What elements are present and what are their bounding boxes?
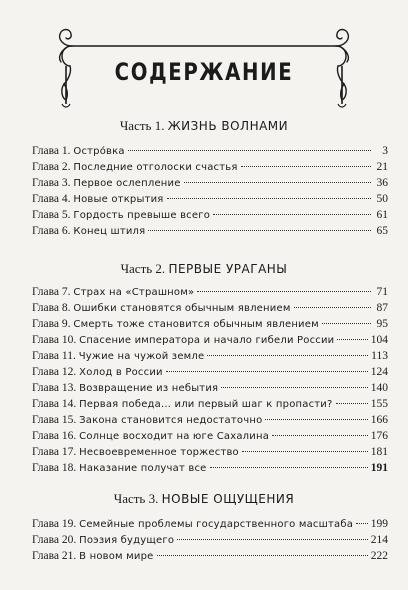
dot-leader [337, 339, 367, 340]
page-number: 50 [376, 193, 388, 205]
dot-leader [197, 291, 371, 292]
chapter-title: Наказание получат все [79, 463, 207, 474]
page-number: 36 [376, 177, 388, 189]
chapter-title: Холод в России [79, 367, 163, 378]
page-number: 124 [370, 366, 388, 378]
chapter-number: Глава 14. [32, 398, 77, 410]
toc-entry [32, 444, 388, 460]
chapter-title: Возвращение из небытия [79, 383, 219, 394]
chapter-number: Глава 19. [32, 518, 77, 530]
chapter-title: В новом мире [79, 551, 154, 562]
dot-leader [207, 355, 368, 356]
dot-leader [221, 387, 368, 388]
dot-leader [265, 419, 367, 420]
part-2-title [0, 261, 408, 277]
toc-entry [32, 191, 388, 207]
chapter-number: Глава 4. [32, 193, 71, 205]
part-label: Часть 1. [119, 118, 165, 133]
dot-leader [356, 523, 368, 524]
chapter-title: Ошибки становятся обычным явлением [73, 303, 291, 314]
chapter-title: Последние отголоски счастья [73, 162, 238, 173]
part-2-chapter-list [32, 284, 388, 476]
dot-leader [213, 214, 371, 215]
chapter-title: Смерть тоже становится обычным явлением [73, 319, 319, 330]
page-number: 61 [376, 209, 388, 221]
page-number: 166 [370, 414, 388, 426]
chapter-number: Глава 5. [32, 209, 71, 221]
chapter-number: Глава 15. [32, 414, 77, 426]
chapter-number: Глава 9. [32, 318, 71, 330]
page-number: 199 [370, 518, 388, 530]
chapter-number: Глава 11. [32, 350, 76, 362]
page-number: 65 [376, 225, 388, 237]
chapter-number: Глава 12. [32, 366, 77, 378]
toc-entry [32, 396, 388, 412]
toc-entry [32, 428, 388, 444]
toc-entry [32, 159, 388, 175]
chapter-title: Чужие на чужой земле [78, 351, 205, 362]
page-number: 181 [370, 446, 388, 458]
chapter-title: Первая победа... или первый шаг к пропасти? [79, 399, 333, 410]
chapter-title: Поэзия будущего [79, 535, 175, 546]
chapter-number: Глава 1. [32, 145, 71, 157]
chapter-title: Несвоевременное торжество [79, 447, 239, 458]
dot-leader [167, 198, 371, 199]
part-3-title [0, 491, 408, 507]
dot-leader [322, 323, 371, 324]
toc-entry [32, 516, 388, 532]
part-name: ЖИЗНЬ ВОЛНАМИ [167, 119, 289, 133]
page-number: 3 [382, 145, 388, 157]
chapter-title: Гордость превыше всего [73, 210, 211, 221]
chapter-title: Семейные проблемы государственного масштаба [79, 519, 354, 530]
chapter-number: Глава 6. [32, 225, 71, 237]
toc-entry [32, 532, 388, 548]
part-label: Часть 2. [120, 261, 166, 276]
page-number: 176 [370, 430, 388, 442]
toc-entry [32, 223, 388, 239]
toc-entry [32, 332, 388, 348]
toc-entry [32, 300, 388, 316]
dot-leader [336, 403, 368, 404]
chapter-number: Глава 13. [32, 382, 77, 394]
part-3-chapter-list [32, 516, 388, 564]
chapter-number: Глава 16. [32, 430, 77, 442]
chapter-title: Остро́вка [73, 146, 125, 157]
chapter-title: Страх на «Страшном» [73, 287, 195, 298]
chapter-title: Новые открытия [73, 194, 164, 205]
chapter-number: Глава 21. [32, 550, 77, 562]
part-name: ПЕРВЫЕ УРАГАНЫ [168, 262, 288, 276]
page-number: 155 [370, 398, 388, 410]
chapter-number: Глава 10. [32, 334, 77, 346]
page-number: 214 [370, 534, 388, 546]
chapter-title: Первое ослепление [73, 178, 181, 189]
page-number: 113 [371, 350, 388, 362]
toc-entry [32, 207, 388, 223]
page-number: 87 [376, 302, 388, 314]
chapter-number: Глава 18. [32, 462, 77, 474]
chapter-number: Глава 8. [32, 302, 71, 314]
dot-leader [166, 371, 368, 372]
dot-leader [128, 150, 371, 151]
page-number: 104 [370, 334, 388, 346]
toc-entry [32, 143, 388, 159]
dot-leader [157, 555, 368, 556]
page-number: 95 [376, 318, 388, 330]
chapter-number: Глава 17. [32, 446, 77, 458]
page-number: 191 [370, 462, 388, 474]
dot-leader [272, 435, 368, 436]
dot-leader [294, 307, 371, 308]
dot-leader [210, 467, 368, 468]
part-1-title [0, 118, 408, 134]
toc-entry [32, 316, 388, 332]
chapter-number: Глава 20. [32, 534, 77, 546]
dot-leader [242, 451, 368, 452]
dot-leader [241, 166, 371, 167]
page-number: 71 [376, 286, 388, 298]
dot-leader [148, 230, 371, 231]
toc-entry [32, 380, 388, 396]
chapter-number: Глава 7. [32, 286, 71, 298]
toc-entry [32, 460, 388, 476]
dot-leader [184, 182, 371, 183]
part-1-chapter-list [32, 143, 388, 239]
chapter-number: Глава 3. [32, 177, 71, 189]
page-number: 222 [370, 550, 388, 562]
part-label: Часть 3. [113, 491, 159, 506]
chapter-number: Глава 2. [32, 161, 71, 173]
toc-entry [32, 412, 388, 428]
chapter-title: Закона становится недостаточно [79, 415, 263, 426]
page-number: 140 [370, 382, 388, 394]
page-number: 21 [376, 161, 388, 173]
toc-entry [32, 548, 388, 564]
chapter-title: Спасение императора и начало гибели России [79, 335, 335, 346]
toc-entry [32, 175, 388, 191]
toc-entry [32, 284, 388, 300]
toc-entry [32, 364, 388, 380]
toc-entry [32, 348, 388, 364]
dot-leader [177, 539, 368, 540]
chapter-title: Солнце восходит на юге Сахалина [79, 431, 270, 442]
chapter-title: Конец штиля [73, 226, 146, 237]
part-name: НОВЫЕ ОЩУЩЕНИЯ [161, 492, 295, 506]
contents-heading: СОДЕРЖАНИЕ [114, 58, 294, 86]
